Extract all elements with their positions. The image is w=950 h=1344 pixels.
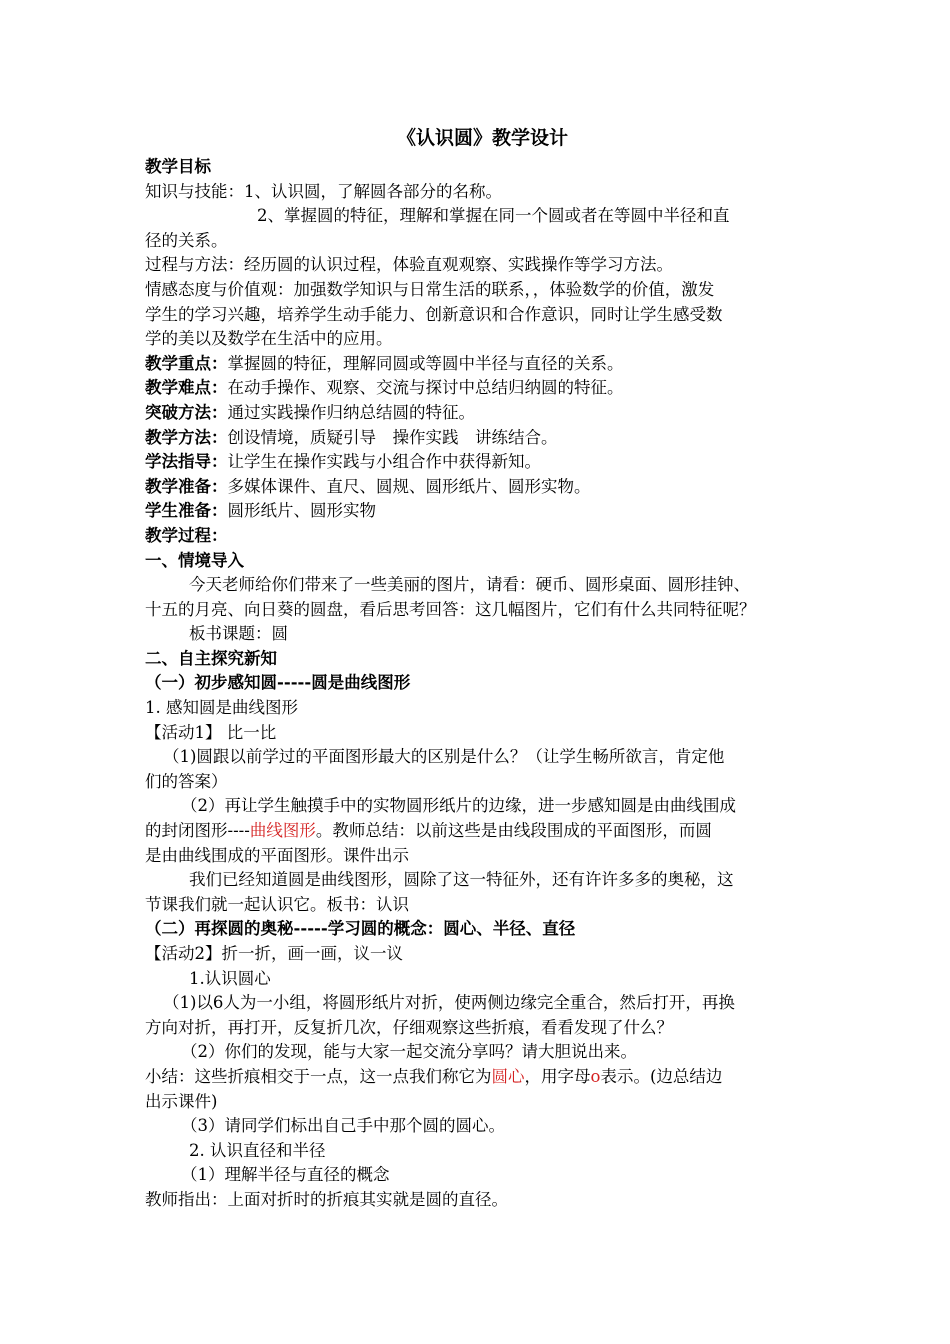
activity-2-item-1: 1.认识圆心	[189, 968, 271, 988]
knowledge-line-3: 径的关系。	[145, 230, 228, 250]
knowledge-label: 知识与技能：	[145, 181, 244, 201]
activity-2-item-2-q1: （1）理解半径与直径的概念	[181, 1165, 390, 1185]
curve-shape-highlight: 曲线图形	[249, 821, 316, 841]
subsection-1-item-1: 1. 感知圆是曲线图形	[145, 698, 298, 718]
activity-1-q1-line-1: （1)圆跟以前学过的平面图形最大的区别是什么？（让学生畅所欲言，肯定他	[163, 747, 725, 767]
activity-1-q2-line-2	[145, 819, 820, 844]
student-prep-line	[145, 499, 820, 524]
process-method-line: 过程与方法：经历圆的认识过程，体验直观观察、实践操作等学习方法。	[145, 255, 673, 275]
summary-mid: ，用字母	[524, 1066, 591, 1086]
activity-1-heading: 【活动1】 比一比	[145, 722, 277, 742]
key-point-label: 教学重点：	[145, 353, 228, 373]
prep-text: 多媒体课件、直尺、圆规、圆形纸片、圆形实物。	[227, 476, 591, 496]
activity-2-q3: （3）请同学们标出自己手中那个圆的圆心。	[181, 1116, 505, 1136]
knowledge-item-1: 1、认识圆，了解圆各部分的名称。	[244, 181, 502, 201]
section-1-para-3: 板书课题：圆	[189, 624, 288, 644]
difficulty-line	[145, 376, 820, 401]
activity-2-heading: 【活动2】折一折，画一画，议一议	[145, 944, 403, 963]
breakthrough-label: 突破方法：	[145, 402, 228, 422]
prep-label: 教学准备：	[145, 476, 228, 496]
emotion-line-3: 学的美以及数学在生活中的应用。	[145, 329, 393, 349]
activity-1-q2-line-1: （2）再让学生触摸手中的实物圆形纸片的边缘，进一步感知圆是由曲线围成	[181, 796, 736, 816]
method-text: 创设情境，质疑引导 操作实践 讲练结合。	[227, 427, 558, 447]
breakthrough-line	[145, 401, 820, 426]
knowledge-line-1	[145, 180, 820, 205]
activity-1-q3-line-1: 我们已经知道圆是曲线图形，圆除了这一特征外，还有许许多多的奥秘，这	[189, 870, 734, 890]
activity-2-q1-line-2: 方向对折，再打开，反复折几次，仔细观察这些折痕，看看发现了什么？	[145, 1017, 673, 1037]
document-page	[145, 121, 820, 1213]
activity-1-q2-post: 。教师总结：以前这些是由线段围成的平面图形，而圆	[315, 821, 712, 841]
summary-pre: 小结：这些折痕相交于一点，这一点我们称它为	[145, 1066, 492, 1086]
study-guide-line	[145, 450, 820, 475]
section-1-heading: 一、情境导入	[145, 550, 244, 570]
document-title: 《认识圆》教学设计	[396, 127, 568, 149]
process-heading: 教学过程：	[145, 525, 228, 545]
subsection-2-heading: （二）再探圆的奥秘-----学习圆的概念：圆心、半径、直径	[145, 919, 576, 939]
difficulty-label: 教学难点：	[145, 378, 228, 398]
prep-line	[145, 475, 820, 500]
emotion-line-1: 情感态度与价值观：加强数学知识与日常生活的联系，，体验数学的价值，激发	[145, 279, 715, 299]
student-prep-label: 学生准备：	[145, 501, 228, 521]
study-guide-label: 学法指导：	[145, 452, 228, 472]
knowledge-line-2: 2、掌握圆的特征，理解和掌握在同一个圆或者在等圆中半径和直	[257, 206, 730, 226]
goals-heading: 教学目标	[145, 157, 211, 176]
activity-1-q2-line-3: 是由曲线围成的平面图形。课件出示	[145, 845, 409, 865]
section-2-heading: 二、自主探究新知	[145, 648, 277, 668]
activity-2-q1-line-1: （1)以6人为一小组，将圆形纸片对折，使两侧边缘完全重合，然后打开，再换	[163, 993, 735, 1013]
activity-1-q2-pre: 的封闭图形----	[145, 821, 250, 841]
summary-line-1	[145, 1065, 820, 1090]
emotion-line-2: 学生的学习兴趣，培养学生动手能力、创新意识和合作意识，同时让学生感受数	[145, 304, 723, 324]
section-1-para-1: 今天老师给你们带来了一些美丽的图片，请看：硬币、圆形桌面、圆形挂钟、	[189, 575, 750, 595]
activity-1-q3-line-2: 节课我们就一起认识它。板书：认识	[145, 894, 409, 914]
activity-2-q2: （2）你们的发现，能与大家一起交流分享吗？请大胆说出来。	[181, 1042, 637, 1062]
key-point-line	[145, 352, 820, 377]
summary-post: 表示。(边总结边	[600, 1066, 723, 1086]
method-line	[145, 426, 820, 451]
subsection-1-heading: （一）初步感知圆-----圆是曲线图形	[145, 673, 411, 693]
activity-2-item-2: 2. 认识直径和半径	[189, 1140, 326, 1160]
student-prep-text: 圆形纸片、圆形实物	[227, 501, 376, 521]
difficulty-text: 在动手操作、观察、交流与探讨中总结归纳圆的特征。	[227, 378, 624, 398]
activity-1-q1-line-2: 们的答案）	[145, 771, 228, 791]
section-1-para-2: 十五的月亮、向日葵的圆盘，看后思考回答：这几幅图片，它们有什么共同特征呢？	[145, 599, 756, 619]
letter-o-highlight: o	[590, 1066, 601, 1086]
center-highlight: 圆心	[491, 1066, 525, 1086]
summary-line-2: 出示课件)	[145, 1091, 218, 1111]
breakthrough-text: 通过实践操作归纳总结圆的特征。	[227, 402, 475, 422]
method-label: 教学方法：	[145, 427, 228, 447]
teacher-note: 教师指出：上面对折时的折痕其实就是圆的直径。	[145, 1189, 508, 1209]
key-point-text: 掌握圆的特征，理解同圆或等圆中半径与直径的关系。	[227, 353, 624, 373]
study-guide-text: 让学生在操作实践与小组合作中获得新知。	[227, 452, 541, 472]
